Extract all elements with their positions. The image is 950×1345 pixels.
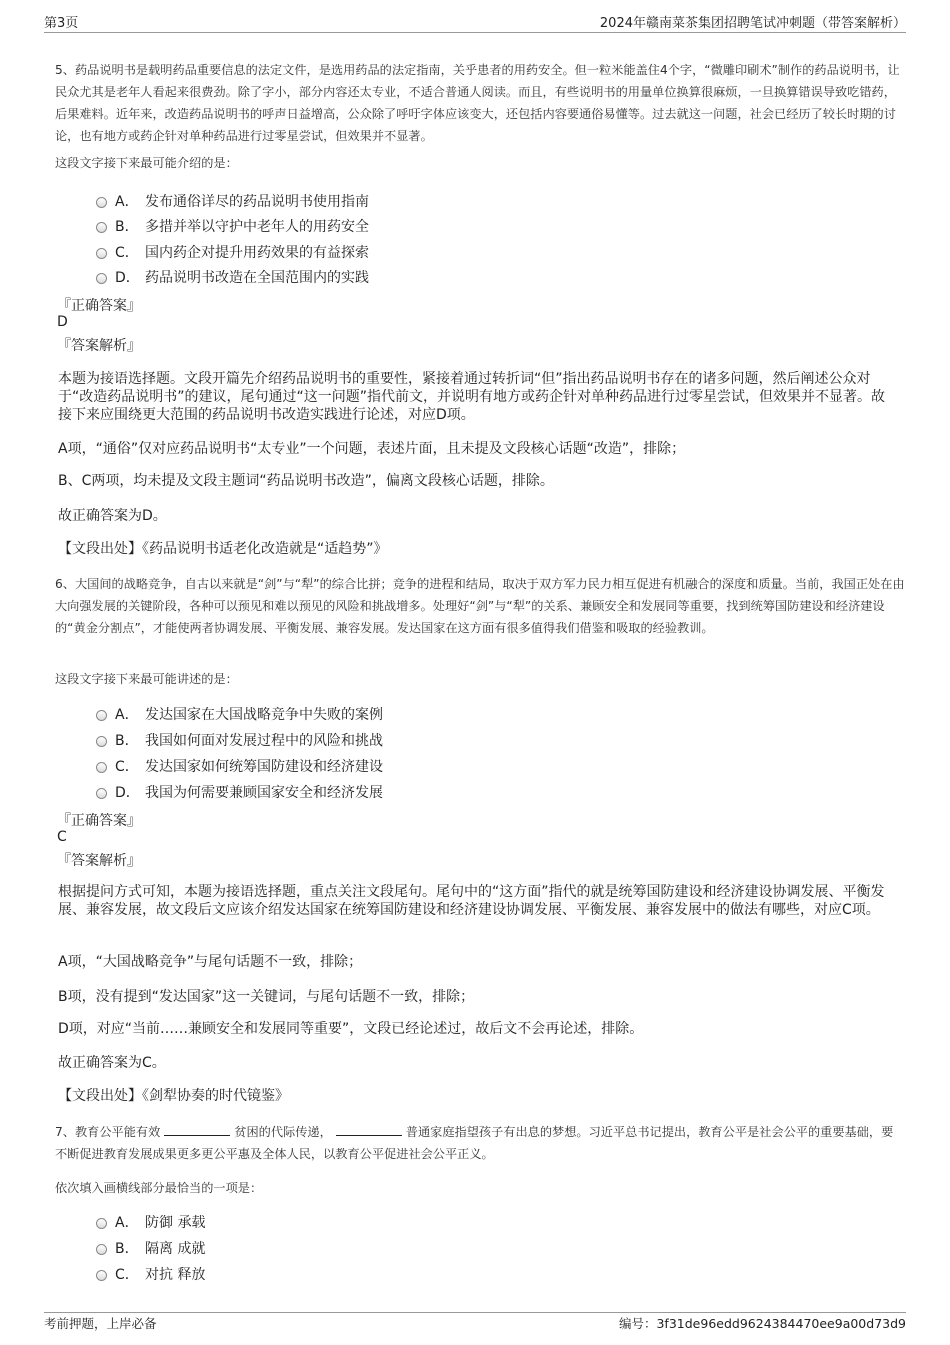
radio-icon[interactable] [96, 248, 107, 259]
option-text: 药品说明书改造在全国范围内的实践 [145, 270, 369, 286]
radio-icon[interactable] [96, 222, 107, 233]
q5-answer: D [57, 314, 68, 330]
option-text: 我国为何需要兼顾国家安全和经济发展 [145, 785, 383, 801]
q7-text-part: 7、教育公平能有效 [55, 1125, 161, 1139]
q6-conclusion: 故正确答案为C。 [58, 1055, 166, 1071]
option-letter: D． [115, 785, 140, 801]
header-divider [44, 32, 906, 33]
q6-option-c[interactable] [96, 756, 383, 776]
q6-answer: C [57, 829, 67, 845]
option-letter: C． [115, 759, 139, 775]
footer-slogan: 考前押题，上岸必备 [44, 1316, 157, 1331]
option-text: 发布通俗详尽的药品说明书使用指南 [145, 194, 369, 210]
q6-answer-label: 『正确答案』 [57, 813, 141, 829]
question-6-prompt: 这段文字接下来最可能讲述的是： [55, 672, 238, 686]
question-6-text: 6、大国间的战略竞争，自古以来就是“剑”与“犁”的综合比拼；竞争的进程和结局，取决于双方军力民力相互促进有机融合的深度和质量。当前，我国正处在由大向强发展的关键阶段，各种可以预见和难以预见的风险和挑战增多。处理好“剑”与“犁”的关系、兼顾安全和发展同等重要，找到统筹国防建设和经济建设的“黄金分割点”，才能使两者协调发展、平衡发展、兼容发展。发达国家在这方面有很多值得我们借鉴和吸取的经验教训。 [55, 577, 905, 635]
radio-icon[interactable] [96, 736, 107, 747]
option-text: 隔离 成就 [145, 1241, 206, 1257]
q5-option-d[interactable] [96, 267, 369, 287]
option-text: 对抗 释放 [145, 1267, 206, 1283]
option-text: 防御 承载 [145, 1215, 206, 1231]
q7-option-a[interactable] [96, 1212, 205, 1232]
radio-icon[interactable] [96, 1270, 107, 1281]
option-letter: C． [115, 245, 139, 261]
radio-icon[interactable] [96, 710, 107, 721]
option-letter: A． [115, 707, 139, 723]
footer-serial: 编号：3f31de96edd9624384470ee9a00d73d9 [618, 1316, 906, 1331]
question-7-prompt: 依次填入画横线部分最恰当的一项是： [55, 1181, 263, 1195]
question-5-text: 5、药品说明书是载明药品重要信息的法定文件，是选用药品的法定指南，关乎患者的用药安全。但一粒米能盖住4个字，“微雕印刷术”制作的药品说明书，让民众尤其是老年人看起来很费劲。除了字小，部分内容还太专业，不适合普通人阅读。而且，有些说明书的用量单位换算很麻烦，一旦换算错误导致吃错药，后果难料。近年来，改造药品说明书的呼声日益增高，公众除了呼吁字体应该变大，还包括内容要通俗易懂等。过去就这一问题，社会已经历了较长时期的讨论，也有地方或药企针对单种药品进行过零星尝试，但效果并不显著。 [55, 63, 900, 143]
option-letter: D． [115, 270, 140, 286]
q5-analysis-a: A项，“通俗”仅对应药品说明书“太专业”一个问题，表述片面，且未提及文段核心话题“改造”，排除； [58, 441, 686, 457]
q5-analysis-main: 本题为接语选择题。文段开篇先介绍药品说明书的重要性，紧接着通过转折词“但”指出药品说明书存在的诸多问题，然后阐述公众对于“改造药品说明书”的建议，尾句通过“这一问题”指代前文，并说明有地方或药企针对单种药品进行过零星尝试，但效果并不显著。故接下来应围绕更大范围的药品说明书改造实践进行论述，对应D项。 [58, 371, 886, 423]
q7-text-part: 普通家庭指望孩子有出息的梦想。习近平总书记提出，教育公平是社会公平的重要基础，要不断促进教育发展成果更多更公平惠及全体人民，以教育公平促进社会公平正义。 [55, 1125, 894, 1161]
option-text: 发达国家在大国战略竞争中失败的案例 [145, 707, 383, 723]
q6-source: 【文段出处】《剑犁协奏的时代镜鉴》 [58, 1088, 289, 1104]
page-number: 第3页 [44, 16, 79, 31]
option-letter: A． [115, 194, 139, 210]
radio-icon[interactable] [96, 788, 107, 799]
option-text: 发达国家如何统筹国防建设和经济建设 [145, 759, 383, 775]
q6-option-d[interactable] [96, 782, 383, 802]
q6-analysis-b: B项，没有提到“发达国家”这一关键词，与尾句话题不一致，排除； [58, 989, 475, 1005]
q7-option-c[interactable] [96, 1264, 205, 1284]
q5-analysis-label: 『答案解析』 [57, 338, 141, 354]
question-5-prompt: 这段文字接下来最可能介绍的是： [55, 156, 238, 170]
option-text: 国内药企对提升用药效果的有益探索 [145, 245, 369, 261]
option-letter: B． [115, 733, 139, 749]
q5-option-b[interactable] [96, 216, 369, 236]
option-letter: B． [115, 219, 139, 235]
q6-analysis-d: D项，对应“当前……兼顾安全和发展同等重要”，文段已经论述过，故后文不会再论述，排除。 [58, 1021, 644, 1037]
q7-option-b[interactable] [96, 1238, 205, 1258]
q5-conclusion: 故正确答案为D。 [58, 508, 167, 524]
radio-icon[interactable] [96, 273, 107, 284]
fill-blank-1 [164, 1123, 230, 1136]
q5-analysis-bc: B、C两项，均未提及文段主题词“药品说明书改造”，偏离文段核心话题，排除。 [58, 473, 554, 489]
q6-option-a[interactable] [96, 704, 383, 724]
option-letter: C． [115, 1267, 139, 1283]
option-letter: B． [115, 1241, 139, 1257]
q6-analysis-main: 根据提问方式可知，本题为接语选择题，重点关注文段尾句。尾句中的“这方面”指代的就是统筹国防建设和经济建设协调发展、平衡发展、兼容发展，故文段后文应该介绍发达国家在统筹国防建设和经济建设协调发展、平衡发展、兼容发展中的做法有哪些，对应C项。 [58, 884, 885, 918]
question-7-text [55, 1121, 905, 1165]
radio-icon[interactable] [96, 762, 107, 773]
q6-option-b[interactable] [96, 730, 383, 750]
q5-option-a[interactable] [96, 191, 369, 211]
q7-text-part: 贫困的代际传递， [234, 1125, 332, 1139]
option-text: 多措并举以守护中老年人的用药安全 [145, 219, 369, 235]
radio-icon[interactable] [96, 197, 107, 208]
option-text: 我国如何面对发展过程中的风险和挑战 [145, 733, 383, 749]
q5-answer-label: 『正确答案』 [57, 298, 141, 314]
option-letter: A． [115, 1215, 139, 1231]
footer-divider [44, 1312, 906, 1313]
document-title: 2024年赣南菜茶集团招聘笔试冲刺题（带答案解析） [599, 16, 906, 31]
q5-source: 【文段出处】《药品说明书适老化改造就是“适趋势”》 [58, 541, 388, 557]
radio-icon[interactable] [96, 1244, 107, 1255]
fill-blank-2 [336, 1123, 402, 1136]
q6-analysis-a: A项，“大国战略竞争”与尾句话题不一致，排除； [58, 954, 363, 970]
q6-analysis-label: 『答案解析』 [57, 853, 141, 869]
radio-icon[interactable] [96, 1218, 107, 1229]
q5-option-c[interactable] [96, 242, 369, 262]
